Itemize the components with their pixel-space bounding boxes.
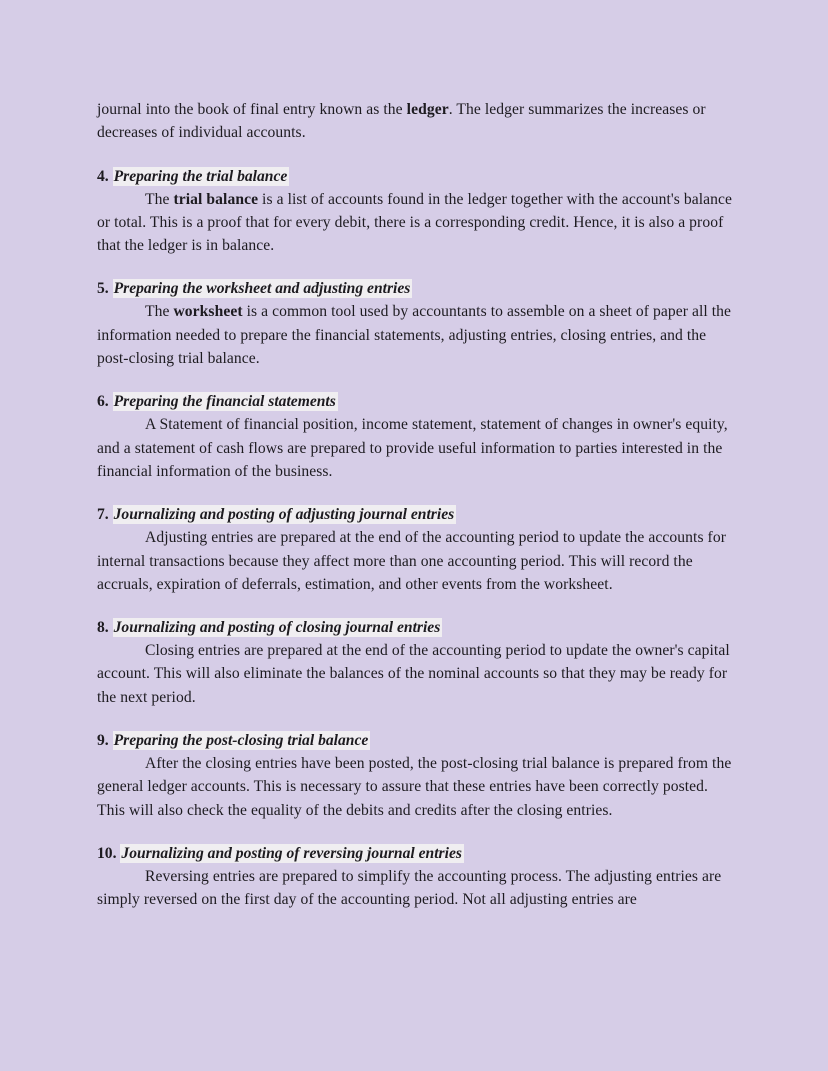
section-8	[97, 617, 734, 709]
section-5-body-post: is a common tool used by accountants to assemble on a sheet of paper all the information needed to prepare the financial statements, adjusting entries, closing entries, and the post-closing trial balance.	[97, 303, 732, 368]
section-10-number: 10.	[97, 844, 117, 862]
section-6	[97, 391, 734, 483]
section-4	[97, 166, 734, 258]
section-4-body	[97, 188, 734, 258]
section-10-body-post: Reversing entries are prepared to simplify the accounting process. The adjusting entries are simply reversed on the first day of the accounting period. Not all adjusting entries are	[97, 867, 722, 909]
section-7-body	[97, 526, 734, 596]
section-6-heading	[97, 391, 734, 413]
section-9-body-post: After the closing entries have been posted, the post-closing trial balance is prepared from the general ledger accounts. This is necessary to assure that these entries have been correctly posted. This will also check the equality of the debits and credits after the closing entries.	[97, 755, 732, 819]
section-7-title: Journalizing and posting of adjusting journal entries	[113, 506, 455, 524]
section-8-body	[97, 639, 734, 709]
section-6-body-post: A Statement of financial position, income statement, statement of changes in owner's equity, and a statement of cash flows are prepared to provide useful information to parties interested in the financial information of the business.	[97, 416, 728, 480]
section-8-title: Journalizing and posting of closing journal entries	[113, 619, 441, 637]
section-10-title: Journalizing and posting of reversing journal entries	[121, 844, 462, 862]
section-5	[97, 278, 734, 370]
section-10	[97, 843, 734, 912]
intro-bold-term: ledger	[406, 101, 449, 118]
intro-text-lead: journal into the book of final entry known as the	[97, 101, 407, 118]
section-4-body-bold: trial balance	[173, 190, 259, 208]
section-7-heading	[97, 504, 734, 526]
section-5-body-bold: worksheet	[173, 303, 243, 321]
section-5-number: 5.	[97, 280, 109, 298]
section-6-title: Preparing the financial statements	[113, 393, 336, 411]
section-6-number: 6.	[97, 393, 109, 411]
section-4-heading	[97, 166, 734, 188]
section-10-body	[97, 865, 734, 912]
section-10-heading	[97, 843, 734, 865]
section-4-body-pre: The	[145, 190, 174, 208]
section-7-number: 7.	[97, 506, 109, 524]
section-9-heading	[97, 730, 734, 752]
section-8-body-post: Closing entries are prepared at the end of the accounting period to update the owner's capital account. This will also eliminate the balances of the nominal accounts so that they may be ready for the next period.	[97, 642, 730, 706]
section-4-body-post: is a list of accounts found in the ledger together with the account's balance or total. This is a proof that for every debit, there is a corresponding credit. Hence, it is also a proof that the ledger is in balance.	[97, 190, 733, 255]
section-5-body	[97, 300, 734, 370]
section-6-body	[97, 413, 734, 483]
section-8-number: 8.	[97, 619, 109, 637]
section-4-number: 4.	[97, 167, 109, 185]
section-4-title: Preparing the trial balance	[113, 167, 288, 185]
section-5-title: Preparing the worksheet and adjusting entries	[113, 280, 411, 298]
section-5-body-pre: The	[145, 303, 174, 321]
intro-text-tail: . The ledger summarizes the increases or decreases of individual accounts.	[97, 101, 706, 142]
section-9-title: Preparing the post-closing trial balance	[113, 732, 369, 750]
section-9-number: 9.	[97, 732, 109, 750]
section-9-body	[97, 752, 734, 822]
section-8-heading	[97, 617, 734, 639]
section-9	[97, 730, 734, 822]
intro-paragraph-block	[97, 98, 734, 145]
intro-paragraph	[97, 98, 734, 145]
section-7-body-post: Adjusting entries are prepared at the end of the accounting period to update the accounts for internal transactions because they affect more than one accounting period. This will record the accruals, expiration of deferrals, estimation, and other events from the worksheet.	[97, 529, 726, 593]
section-7	[97, 504, 734, 596]
document-body	[97, 98, 734, 912]
section-5-heading	[97, 278, 734, 300]
